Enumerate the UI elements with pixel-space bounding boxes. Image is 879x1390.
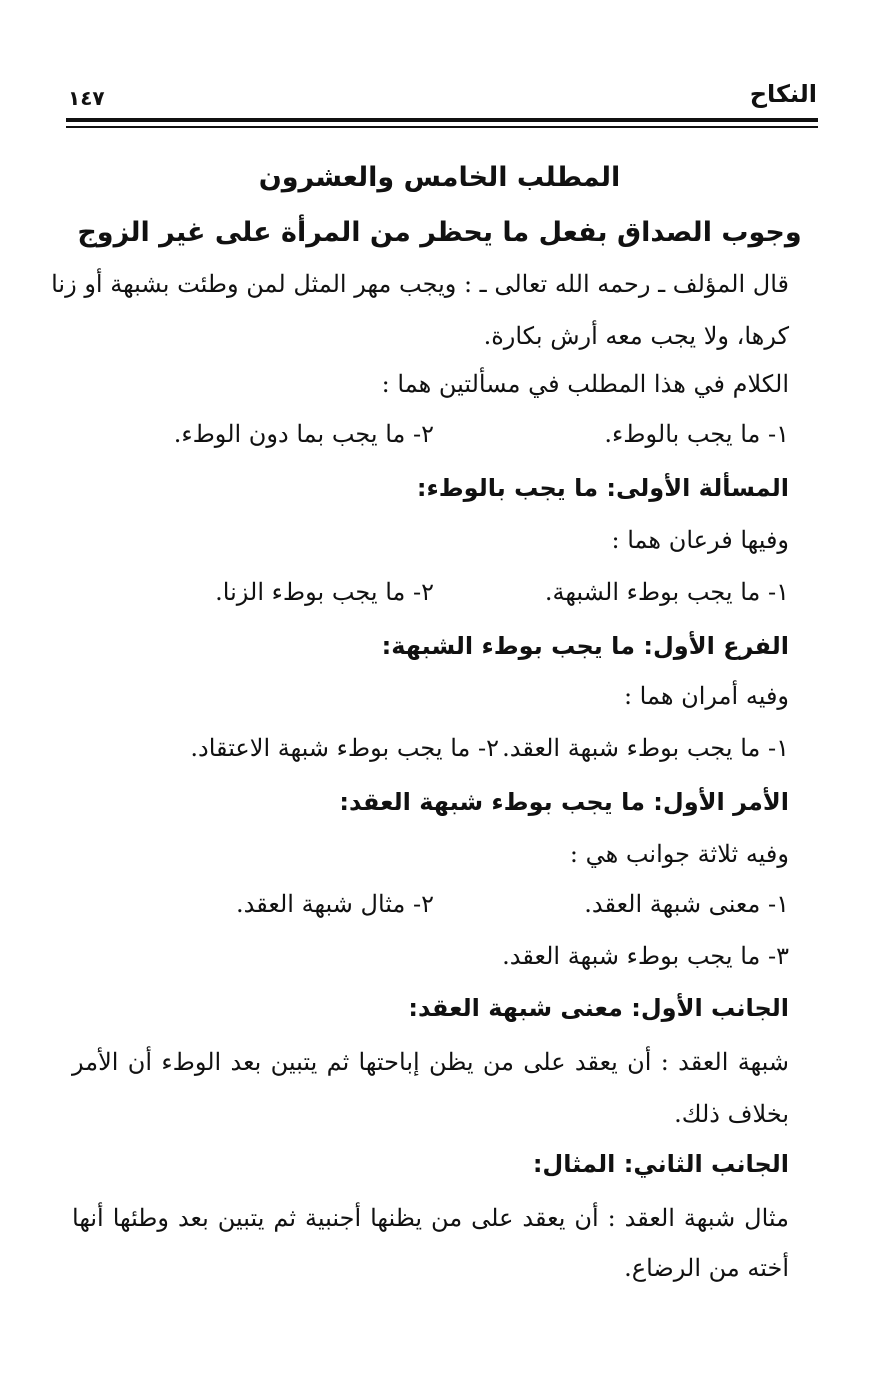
heading-masala-1: المسألة الأولى: ما يجب بالوطء: [416, 474, 789, 502]
heading-janib-1: الجانب الأول: معنى شبهة العقد: [408, 994, 789, 1022]
jawanib-list [70, 886, 789, 922]
furu-list [70, 574, 789, 610]
header-rule-thick [66, 118, 818, 122]
jawanib-item-2: ٢- مثال شبهة العقد. [236, 890, 434, 918]
jawanib-item-3: ٣- ما يجب بوطء شبهة العقد. [502, 942, 789, 970]
furu-item-1: ١- ما يجب بوطء الشبهة. [544, 578, 789, 606]
furu-intro: وفيها فرعان هما : [611, 526, 789, 554]
section-subtitle: وجوب الصداق بفعل ما يحظر من المرأة على غير الزوج [77, 217, 802, 248]
heading-amr-1: الأمر الأول: ما يجب بوطء شبهة العقد: [339, 788, 789, 816]
header-rule-thin [66, 126, 818, 128]
amran-item-2: ٢- ما يجب بوطء شبهة الاعتقاد. [190, 734, 499, 762]
heading-far-1: الفرع الأول: ما يجب بوطء الشبهة: [381, 632, 789, 660]
heading-janib-2: الجانب الثاني: المثال: [532, 1150, 789, 1178]
intro-text: الكلام في هذا المطلب في مسألتين هما : [381, 370, 789, 398]
section-title: المطلب الخامس والعشرون [258, 162, 621, 193]
jawanib-intro: وفيه ثلاثة جوانب هي : [569, 840, 789, 868]
example-line-2: أخته من الرضاع. [624, 1254, 789, 1282]
amran-list [70, 730, 789, 766]
example-line-1: مثال شبهة العقد : أن يعقد على من يظنها أجنبية ثم يتبين بعد وطئها أنها [72, 1204, 789, 1232]
amran-item-1: ١- ما يجب بوطء شبهة العقد. [502, 734, 789, 762]
amran-intro: وفيه أمران هما : [623, 682, 789, 710]
page-number: ١٤٧ [68, 86, 105, 110]
running-header-title: النكاح [749, 80, 817, 108]
definition-line-1: شبهة العقد : أن يعقد على من يظن إباحتها ثم يتبين بعد الوطء أن الأمر [72, 1048, 789, 1076]
definition-line-2: بخلاف ذلك. [674, 1100, 789, 1128]
jawanib-item-1: ١- معنى شبهة العقد. [584, 890, 789, 918]
quote-line-1: قال المؤلف ـ رحمه الله تعالى ـ : ويجب مهر المثل لمن وطئت بشبهة أو زنا [51, 270, 789, 298]
furu-item-2: ٢- ما يجب بوطء الزنا. [215, 578, 434, 606]
intro-list [70, 416, 789, 452]
intro-item-1: ١- ما يجب بالوطء. [604, 420, 789, 448]
quote-line-2: كرها، ولا يجب معه أرش بكارة. [483, 322, 789, 350]
intro-item-2: ٢- ما يجب بما دون الوطء. [173, 420, 434, 448]
